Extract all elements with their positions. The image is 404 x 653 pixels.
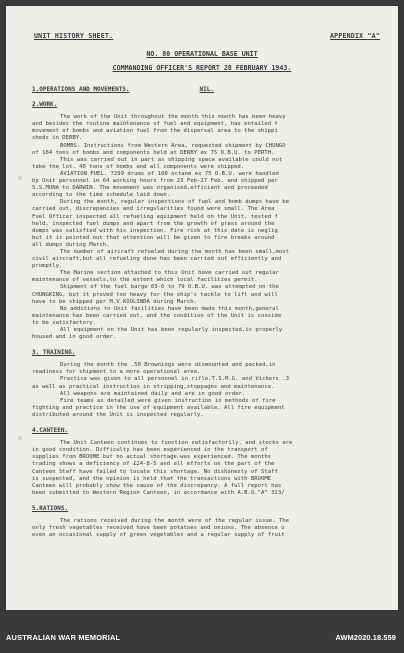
text-line: carried out, discrepancies and irregularities found were small. The Area (32, 206, 275, 213)
text-line: take the lot. 40 tons of bombs and all components were shipped. (32, 163, 245, 170)
text-line: only fresh vegetables received have been potatoes and onions. The absence o (32, 525, 285, 532)
text-line: is suspected, and the opinion is held that the transactions with BROOME (32, 475, 272, 482)
text-line: BOMBS. Instructions from Western Area, requested shipment by CHUNGO (60, 142, 286, 149)
text-line: All weapons are maintained daily and are in good order. (60, 390, 246, 397)
text-line: to be satisfactory. (32, 319, 96, 326)
text-line: as well as practical instruction in stripping,stoppages and maintenance. (32, 383, 275, 390)
section-training (32, 349, 390, 419)
section-heading: 3. TRAINING. (32, 349, 76, 357)
text-line: The work of the Unit throughout the month this month has been heavy (60, 114, 286, 121)
text-line: The rations received during the month were of the regular issue. The (60, 517, 290, 524)
text-line: Canteen Staff have failed to locate this shortage. No dishonesty of Staff (32, 468, 278, 475)
punch-hole (18, 176, 22, 180)
text-line: fighting and practice in the use of equipment available. All fire equipment (32, 404, 285, 411)
text-line: AVIATION FUEL. 7299 drums of 100 octane ex 75 O.B.U. were handled (60, 170, 279, 177)
text-line: movement of bombs and aviation fuel from the dispersal area to the shippi (32, 128, 278, 135)
archive-footer (0, 610, 404, 653)
text-line: This was carried out in part as shipping space available could not (60, 156, 283, 163)
text-line: sheds in DERBY. (32, 135, 83, 142)
text-line: readiness for shipment to a more operational area. (32, 369, 201, 376)
text-line: CHUNGKING, but it proved too heavy for the ship's tackle to lift and will (32, 291, 278, 298)
report-title: COMMANDING OFFICER'S REPORT 28 FEBRUARY 1943. (112, 64, 292, 72)
section-heading: 4.CANTEEN. (32, 427, 69, 435)
punch-hole (18, 436, 22, 440)
text-line: No additions to Unit facilities have been made this month,general (60, 305, 279, 312)
section-heading: 2.WORK. (32, 101, 58, 109)
text-line: distributed around the Unit is inspected regularly. (32, 411, 204, 418)
text-line: even an occasional supply of green vegetables and a regular supply of fruit (32, 532, 285, 539)
section-rations (32, 505, 390, 539)
report-body (32, 86, 390, 547)
text-line: The Marine section attached to this Unit have carried out regular (60, 270, 279, 277)
text-line: All equipment on the Unit has been regularly inspected,is properly (60, 327, 283, 333)
footer-institution: AUSTRALIAN WAR MEMORIAL (6, 633, 121, 642)
document-page (6, 6, 398, 610)
text-line: held, inspected fuel dumps and apart from the growth of grass around the (32, 220, 275, 227)
text-line: according to the time schedule laid down. (32, 192, 171, 199)
text-line: During the month the .50 Brownings were dismounted and packed,in (60, 362, 276, 369)
text-line: housed and in good order. (32, 334, 117, 341)
text-line: trading shows a deficiency of £24-8-5 and all efforts on the part of the (32, 461, 275, 468)
text-line: have to be shipped per M.V.KOOLINDA during March. (32, 298, 198, 305)
footer-accession-number: AWM2020.18.559 (335, 633, 396, 642)
section-operations (32, 86, 390, 93)
text-line: maintenance has been carried out, and the condition of the Unit is conside (32, 312, 282, 319)
nil-value: NIL. (199, 86, 214, 93)
section-heading: 1.OPERATIONS AND MOVEMENTS. NIL. (32, 86, 214, 93)
text-line: Canteen will probably show the cause of the discrepancy. A full report has (32, 482, 282, 489)
text-line: of 184 tons of bombs and components held at DERBY ex 75 O.B.U. to PERTH. (32, 149, 275, 156)
text-line: Shipment of the fuel barge 03-6 to 79 O.B.U. was attempted on the (60, 284, 279, 291)
text-line: and besides the routine maintenance of fuel and equipment, has entailed t (32, 121, 278, 128)
text-line: Fire teams as detailed were given instruction in methods of fire (60, 397, 276, 404)
text-line: S.S.MUNA to DARWIN. The movement was organised,efficient and proceeded (32, 185, 268, 192)
text-line: dumps was satisfied with his inspection. Fire risk at this date is neglig (32, 227, 278, 234)
text-line: Fuel Officer inspected all refueling equipment held on the Unit, tested f (32, 213, 278, 220)
text-line: but it is pointed out that attention will be given to fire breaks around (32, 234, 275, 241)
text-line: The number of aircraft refueled during the month has been small,most (60, 248, 290, 255)
text-line: by Unit personnel in 64 working hours from 23 Feb-27 Feb, and shipped per (32, 178, 278, 185)
section-work (32, 101, 390, 341)
text-line: During the month, regular inspections of fuel and bomb dumps have be (60, 199, 290, 206)
unit-history-sheet-heading: UNIT HISTORY SHEET. (34, 32, 114, 40)
section-canteen (32, 427, 390, 497)
section-heading: 5.RATIONS. (32, 504, 69, 512)
text-line: Practice was given to all personnel in rifle,T.S.M.G. and Vickers .3 (60, 376, 290, 383)
text-line: supplies from BROOME but no actual shortage was experienced. The months (32, 454, 272, 461)
unit-title: NO. 80 OPERATIONAL BASE UNIT (146, 50, 258, 58)
text-line: been submitted to Western Region Canteen, in accordance with A.B.O."A" 323/ (32, 489, 285, 496)
text-line: in good condition. Difficulty has been experienced in the transport of (32, 447, 268, 454)
text-line: civil aircraft,but all refueling done has been carried out efficiently and (32, 256, 282, 263)
text-line: maintenance of vessels,to the extent which local facilities permit. (32, 277, 258, 284)
text-line: promptly. (32, 263, 63, 270)
appendix-label: APPENDIX "A" (329, 32, 380, 40)
text-line: The Unit Canteen continues to function satisfactorily, and stocks are (60, 440, 293, 447)
text-line: all dumps during March. (32, 241, 110, 248)
